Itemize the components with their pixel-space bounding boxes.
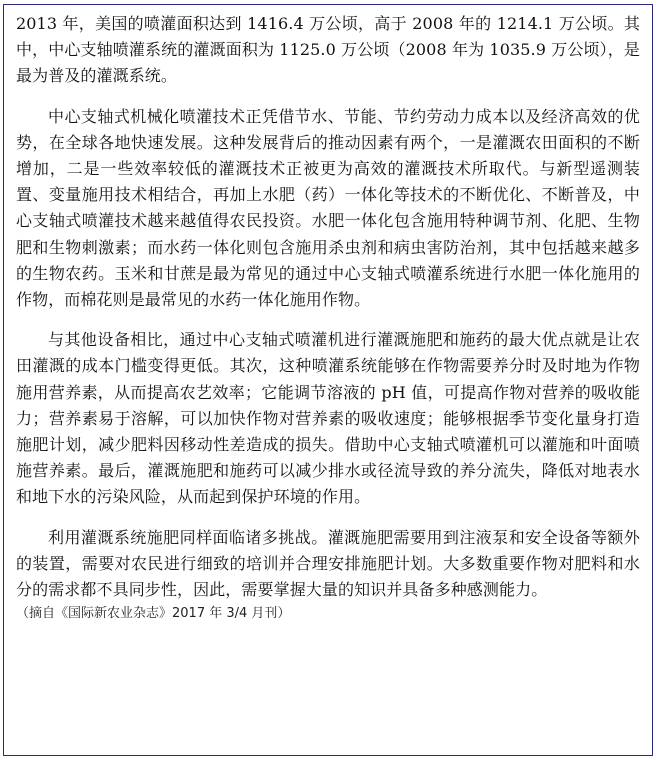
paragraph-gap — [16, 90, 640, 104]
paragraph-2: 中心支轴式机械化喷灌技术正凭借节水、节能、节约劳动力成本以及经济高效的优势，在全球各地快速发展。这种发展背后的推动因素有两个，一是灌溉农田面积的不断增加，二是一些效率较低的灌溉技术正被更为高效的灌溉技术所取代。与新型遥测装置、变量施用技术相结合，再加上水肥（药）一体化等技术的不断优化、不断普及，中心支轴式喷灌技术越来越值得农民投资。水肥一体化包含施用特种调节剂、化肥、生物肥和生物刺激素；而水药一体化则包含施用杀虫剂和病虫害防治剂，其中包括越来越多的生物农药。玉米和甘蔗是最为常见的通过中心支轴式喷灌系统进行水肥一体化施用的作物，而棉花则是最常见的水药一体化施用作物。 — [16, 106, 640, 310]
article-frame — [3, 4, 653, 756]
paragraph-1: 2013 年，美国的喷灌面积达到 1416.4 万公顷，高于 2008 年的 1214.1 万公顷。其中，中心支轴喷灌系统的灌溉面积为 1125.0 万公顷（2008 年为 1035.9 万公顷），是最为普及的灌溉系统。 — [16, 14, 640, 86]
source-citation: （摘自《国际新农业杂志》2017 年 3/4 月刊） — [16, 606, 291, 622]
paragraph-gap — [16, 511, 640, 525]
paragraph-3: 与其他设备相比，通过中心支轴式喷灌机进行灌溉施肥和施药的最大优点就是让农田灌溉的成本门槛变得更低。其次，这种喷灌系统能够在作物需要养分时及时地为作物施用营养素，从而提高农艺效率；它能调节溶液的 pH 值，可提高作物对营养的吸收能力；营养素易于溶解，可以加快作物对营养素的吸收速度；能够根据季节变化量身打造施肥计划，减少肥料因移动性差造成的损失。借助中心支轴式喷灌机可以灌施和叶面喷施营养素。最后，灌溉施肥和施药可以减少排水或径流导致的养分流失，降低对地表水和地下水的污染风险，从而起到保护环境的作用。 — [16, 330, 640, 507]
paragraph-gap — [16, 313, 640, 327]
paragraph-4: 利用灌溉系统施肥同样面临诸多挑战。灌溉施肥需要用到注液泵和安全设备等额外的装置，需要对农民进行细致的培训并合理安排施肥计划。大多数重要作物对肥料和水分的需求都不具同步性，因此，需要掌握大量的知识并具备多种感测能力。 — [16, 527, 640, 600]
